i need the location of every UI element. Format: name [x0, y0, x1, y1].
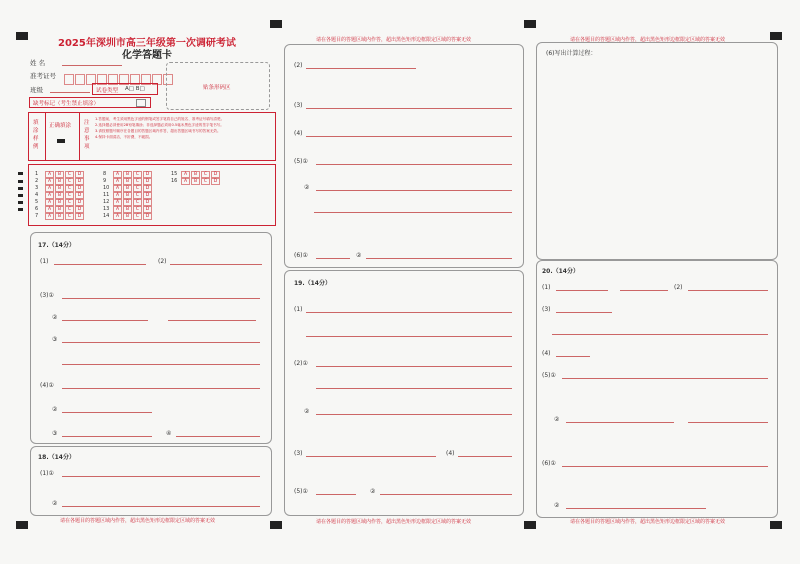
q17-3-3-answer-2[interactable] — [62, 364, 260, 365]
paper-type-box: 试卷类型 A□ B□ — [92, 83, 158, 95]
choice-row — [35, 185, 85, 192]
q19-4-answer[interactable] — [458, 456, 512, 457]
choice-number: 5 — [35, 199, 39, 205]
choice-row — [35, 213, 85, 220]
choice-row — [35, 178, 85, 185]
paper-type-options[interactable]: A□ B□ — [125, 86, 145, 92]
choice-bubble[interactable]: C — [65, 199, 74, 206]
choice-row — [35, 199, 85, 206]
choice-bubble[interactable]: C — [133, 199, 142, 206]
choice-bubble[interactable]: C — [133, 185, 142, 192]
q17-4-4-answer[interactable] — [176, 436, 260, 437]
q18-5-1-label: (5)① — [294, 158, 308, 165]
timing-mark — [524, 521, 536, 529]
choice-number: 15 — [171, 171, 178, 177]
choice-bubble[interactable]: C — [133, 171, 142, 178]
q19-1-label: (1) — [294, 306, 303, 313]
choice-bubble[interactable]: D — [75, 199, 84, 206]
name-field[interactable] — [62, 65, 122, 66]
choice-bubble[interactable]: D — [143, 206, 152, 213]
q17-3-1-answer[interactable] — [62, 298, 260, 299]
choice-bubble[interactable]: D — [75, 192, 84, 199]
class-field[interactable] — [50, 92, 90, 93]
q18-1-2-answer[interactable] — [62, 506, 260, 507]
q17-3-3-label: ③ — [52, 336, 58, 343]
q17-1-label: (1) — [40, 258, 49, 265]
sheet-subtitle: 化学答题卡 — [122, 50, 172, 61]
choice-bubble[interactable]: A — [113, 185, 122, 192]
choice-bubble[interactable]: A — [45, 199, 54, 206]
q18-3-answer[interactable] — [306, 108, 512, 109]
q19-2-1-answer[interactable] — [316, 366, 512, 367]
choice-bubble[interactable]: D — [75, 171, 84, 178]
q20-5-1-answer[interactable] — [562, 378, 768, 379]
choice-bubble[interactable]: D — [75, 178, 84, 185]
choice-row — [103, 185, 153, 192]
choice-bubble[interactable]: D — [75, 185, 84, 192]
top-notice-right: 请在各题目的答题区域内作答，超出黑色矩形边框限定区域的答案无效 — [570, 37, 726, 43]
choice-bubble[interactable]: A — [181, 171, 190, 178]
timing-mark — [270, 521, 282, 529]
choice-number: 4 — [35, 192, 39, 198]
choice-bubble[interactable]: B — [123, 192, 132, 199]
bottom-notice-mid: 请在各题目的答题区域内作答，超出黑色矩形边框限定区域的答案无效 — [316, 519, 472, 525]
q19-5-1-label: (5)① — [294, 488, 308, 495]
choice-bubble[interactable]: B — [55, 213, 64, 220]
bottom-notice-left: 请在各题目的答题区域内作答，超出黑色矩形边框限定区域的答案无效 — [60, 518, 216, 524]
choice-number: 13 — [103, 206, 110, 212]
q20-1-label: (1) — [542, 284, 551, 291]
q17-2-label: (2) — [158, 258, 167, 265]
q18-1-1-label: (1)① — [40, 470, 54, 477]
choice-bubble[interactable]: D — [143, 213, 152, 220]
notice-list: 1.答题前，考生须用黑色字迹的钢笔或签字笔将自己的姓名、准考证号填写清楚。 2.选择题必须使用2B铅笔填涂；非选择题必须用0.5毫米黑色字迹的签字笔书写。 3.请按照题号顺序在各题目的答题区域内作答，超出答题区域书写的答案无效。 4.保持卡面清洁，不折叠，不破损。 — [95, 117, 225, 139]
choice-row — [103, 171, 153, 178]
q20-2-label: (2) — [674, 284, 683, 291]
q19-1-answer[interactable] — [306, 312, 512, 313]
choice-bubble[interactable]: D — [143, 199, 152, 206]
choice-bubble[interactable]: C — [133, 178, 142, 185]
choice-bubble[interactable]: D — [211, 178, 220, 185]
choice-bubble[interactable]: B — [123, 206, 132, 213]
choice-bubble[interactable]: C — [65, 206, 74, 213]
choice-bubble[interactable]: B — [55, 178, 64, 185]
choice-number: 11 — [103, 192, 110, 198]
q19-5-1-answer[interactable] — [316, 494, 356, 495]
choice-bubble[interactable]: B — [55, 199, 64, 206]
absent-checkbox[interactable] — [136, 99, 146, 107]
choice-bubble[interactable]: D — [143, 192, 152, 199]
choice-row — [103, 178, 153, 185]
barcode-area: 贴条形码区 — [166, 62, 270, 110]
q20-6-2-label: ② — [554, 502, 560, 509]
choice-number: 7 — [35, 213, 39, 219]
choice-row — [103, 192, 153, 199]
choice-row — [35, 206, 85, 213]
choice-bubble[interactable]: A — [45, 185, 54, 192]
q17-3-1-label: (3)① — [40, 292, 54, 299]
choice-bubble[interactable]: B — [55, 185, 64, 192]
choice-bubble[interactable]: C — [65, 213, 74, 220]
choice-bubble[interactable]: C — [133, 206, 142, 213]
q20-5-2-answer-b[interactable] — [688, 422, 768, 423]
choice-bubble[interactable]: B — [55, 206, 64, 213]
q18-3-label: (3) — [294, 102, 303, 109]
q18-2-label: (2) — [294, 62, 303, 69]
choice-bubble[interactable]: B — [123, 213, 132, 220]
top-notice-mid: 请在各题目的答题区域内作答，超出黑色矩形边框限定区域的答案无效 — [316, 37, 472, 43]
fill-guide-title: 填涂样例 — [33, 120, 39, 150]
choice-bubble[interactable]: D — [211, 171, 220, 178]
bottom-notice-right: 请在各题目的答题区域内作答，超出黑色矩形边框限定区域的答案无效 — [570, 519, 726, 525]
q17-3-2-label: ② — [52, 314, 58, 321]
choice-bubble[interactable]: A — [113, 171, 122, 178]
choice-bubble[interactable]: C — [201, 171, 210, 178]
q17-4-1-label: (4)① — [40, 382, 54, 389]
choice-number: 3 — [35, 185, 39, 191]
q17-4-3-label: ③ — [52, 430, 58, 437]
q19-5-2-answer[interactable] — [380, 494, 512, 495]
choice-number: 1 — [35, 171, 39, 177]
q18-6-1-label: (6)① — [294, 252, 308, 259]
timing-mark — [16, 521, 28, 529]
choice-bubble[interactable]: D — [143, 171, 152, 178]
choice-number: 2 — [35, 178, 39, 184]
notice-title: 注意事项 — [84, 120, 90, 150]
q20-6-1-label: (6)① — [542, 460, 556, 467]
q18-6-2-label: ② — [356, 252, 362, 259]
q19-2-2-label: ② — [304, 408, 310, 415]
q19-2-2-answer[interactable] — [316, 414, 512, 415]
q20-cont-panel — [536, 42, 778, 260]
absent-mark-box — [29, 97, 151, 108]
q17-4-2-answer[interactable] — [62, 412, 152, 413]
choice-bubble[interactable]: C — [65, 178, 74, 185]
timing-mark — [16, 32, 28, 40]
q20-title: 20.（14分） — [542, 268, 579, 275]
q19-4-label: (4) — [446, 450, 455, 457]
choice-number: 14 — [103, 213, 110, 219]
choice-bubble[interactable]: A — [113, 178, 122, 185]
choice-row — [171, 178, 221, 185]
q20-6-1-answer[interactable] — [562, 466, 768, 467]
choice-row — [35, 192, 85, 199]
q18-1-2-label: ② — [52, 500, 58, 507]
q17-4-2-label: ② — [52, 406, 58, 413]
q20-5-2-label: ② — [554, 416, 560, 423]
choice-bubble[interactable]: B — [191, 171, 200, 178]
q20-3-answer[interactable] — [556, 312, 612, 313]
choice-bubble[interactable]: C — [65, 171, 74, 178]
choice-bubble[interactable]: A — [113, 213, 122, 220]
q20-2-answer[interactable] — [688, 290, 768, 291]
q17-4-1-answer[interactable] — [62, 388, 260, 389]
q18-1-1-answer[interactable] — [62, 476, 260, 477]
choice-bubble[interactable]: A — [45, 171, 54, 178]
q20-panel — [536, 260, 778, 518]
q20-4-label: (4) — [542, 350, 551, 357]
name-label: 姓 名 — [30, 59, 46, 67]
q17-title: 17.（14分） — [38, 242, 75, 249]
q20-5-2-answer-a[interactable] — [566, 422, 674, 423]
ticket-label: 准考证号 — [30, 72, 56, 80]
choice-bubble[interactable]: A — [45, 178, 54, 185]
q20-3-label: (3) — [542, 306, 551, 313]
choice-bubble[interactable]: C — [133, 192, 142, 199]
q19-2-1-answer-2[interactable] — [316, 388, 512, 389]
q19-1-answer-2[interactable] — [306, 336, 512, 337]
q18-5-2-answer-2[interactable] — [314, 212, 512, 213]
choice-bubble[interactable]: A — [113, 206, 122, 213]
choice-bubble[interactable]: A — [45, 192, 54, 199]
q20-3-answer-2[interactable] — [552, 334, 768, 335]
choice-bubble[interactable]: C — [133, 213, 142, 220]
q17-3-2-answer-a[interactable] — [62, 320, 148, 321]
q20-5-1-label: (5)① — [542, 372, 556, 379]
q19-5-2-label: ② — [370, 488, 376, 495]
choice-number: 9 — [103, 178, 107, 184]
q19-3-label: (3) — [294, 450, 303, 457]
choice-bubble[interactable]: C — [65, 192, 74, 199]
choice-row — [103, 206, 153, 213]
q17-3-3-answer[interactable] — [62, 342, 260, 343]
q20-1-answer-a[interactable] — [556, 290, 608, 291]
q18-2-answer[interactable] — [306, 68, 416, 69]
q17-4-3-answer[interactable] — [62, 436, 152, 437]
q17-1-answer[interactable] — [54, 264, 146, 265]
q18-5-1-answer[interactable] — [316, 164, 512, 165]
choice-number: 6 — [35, 206, 39, 212]
q20-1-answer-b[interactable] — [620, 290, 668, 291]
choice-bubble[interactable]: D — [143, 178, 152, 185]
q19-panel — [284, 270, 524, 516]
choice-bubble[interactable]: B — [191, 178, 200, 185]
choice-bubble[interactable]: A — [45, 206, 54, 213]
q17-4-4-label: ④ — [166, 430, 172, 437]
choice-row — [171, 171, 221, 178]
choice-number: 16 — [171, 178, 178, 184]
choice-bubble[interactable]: A — [181, 178, 190, 185]
q18-6-1-answer[interactable] — [316, 258, 350, 259]
choice-number: 12 — [103, 199, 110, 205]
absent-label: 缺考标记（考生禁止填涂） — [33, 101, 100, 107]
choice-number: 8 — [103, 171, 107, 177]
choice-bubble[interactable]: B — [123, 178, 132, 185]
choice-row — [103, 199, 153, 206]
correct-fill-sample — [57, 139, 65, 143]
q19-3-answer[interactable] — [306, 456, 436, 457]
sheet-title: 2025年深圳市高三年级第一次调研考试 — [58, 38, 236, 49]
choice-bubble[interactable]: C — [201, 178, 210, 185]
timing-mark — [770, 521, 782, 529]
q20-6-2-answer[interactable] — [566, 508, 706, 509]
q18-6-2-answer[interactable] — [366, 258, 512, 259]
q19-title: 19.（14分） — [294, 280, 331, 287]
choice-bubble[interactable]: D — [143, 185, 152, 192]
choice-bubble[interactable]: A — [113, 199, 122, 206]
timing-mark — [770, 32, 782, 40]
q18-title: 18.（14分） — [38, 454, 75, 461]
choice-bubble[interactable]: B — [123, 171, 132, 178]
q17-2-answer[interactable] — [170, 264, 262, 265]
q18-5-2-answer[interactable] — [316, 190, 512, 191]
q20-4-answer[interactable] — [556, 356, 590, 357]
q18-cont-panel — [284, 44, 524, 268]
choice-bubble[interactable]: B — [123, 185, 132, 192]
q20-6-label: (6)写出计算过程： — [546, 50, 597, 57]
choice-bubble[interactable]: B — [55, 192, 64, 199]
timing-mark — [270, 20, 282, 28]
choice-bubble[interactable]: C — [65, 185, 74, 192]
choice-row — [103, 213, 153, 220]
choice-bubble[interactable]: B — [55, 171, 64, 178]
choice-area — [28, 164, 276, 226]
choice-bubble[interactable]: D — [75, 206, 84, 213]
timing-mark — [524, 20, 536, 28]
choice-bubble[interactable]: D — [75, 213, 84, 220]
choice-number: 10 — [103, 185, 110, 191]
q17-3-2-answer-b[interactable] — [168, 320, 256, 321]
class-label: 班级 — [30, 86, 43, 94]
q19-2-1-label: (2)① — [294, 360, 308, 367]
q18-5-2-label: ② — [304, 184, 310, 191]
q18-4-answer[interactable] — [306, 136, 512, 137]
choice-bubble[interactable]: A — [45, 213, 54, 220]
choice-bubble[interactable]: B — [123, 199, 132, 206]
choice-bubble[interactable]: A — [113, 192, 122, 199]
correct-fill-label: 正确填涂 — [49, 123, 72, 129]
choice-row — [35, 171, 85, 178]
instructions-box — [28, 112, 276, 161]
q18-4-label: (4) — [294, 130, 303, 137]
